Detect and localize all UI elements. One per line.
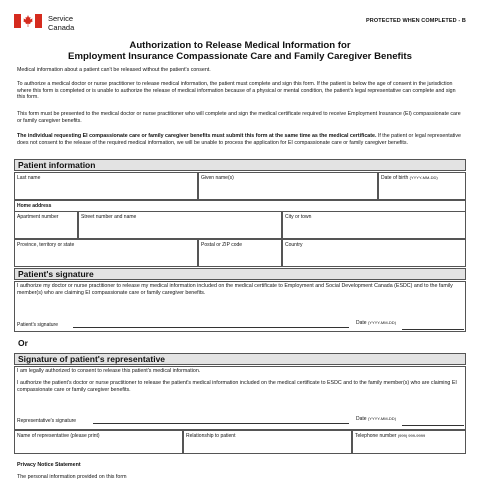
patient-date-text: Date (356, 320, 367, 326)
representative-date-label (356, 416, 396, 422)
patient-signature-label: Patient's signature (17, 322, 58, 328)
telephone-label: Telephone number (355, 433, 397, 439)
patient-signature-heading: Patient's signature (14, 268, 466, 280)
representative-name-field[interactable] (14, 430, 183, 454)
telephone-format: (999) 999-9999 (397, 433, 426, 438)
or-label: Or (18, 338, 28, 348)
representative-name-label: Name of representative (please print) (17, 433, 100, 439)
organization-name (48, 14, 74, 32)
representative-text-1: I am legally authorized to consent to release this patient's medical information. (17, 368, 201, 374)
representative-signature-label: Representative's signature (17, 418, 77, 424)
home-address-row (14, 200, 466, 211)
postal-label: Postal or ZIP code (201, 242, 243, 248)
representative-signature-heading: Signature of patient's representative (14, 353, 466, 365)
intro-paragraph-1: Medical information about a patient can't be released without the patient's consent. (17, 67, 211, 73)
city-field[interactable] (282, 211, 466, 239)
home-address-label: Home address (17, 203, 52, 209)
province-field[interactable] (14, 239, 198, 267)
representative-signature-line[interactable] (93, 423, 349, 424)
relationship-field[interactable] (183, 430, 352, 454)
apartment-number-field[interactable] (14, 211, 78, 239)
canada-flag-icon (14, 14, 42, 28)
dob-format: (YYYY-MM-DD) (409, 175, 438, 180)
intro-paragraph-4 (17, 133, 465, 146)
province-label: Province, territory or state (17, 242, 75, 248)
intro-paragraph-4-bold: The individual requesting EI compassionate care or family caregiver benefits must submit this form at the same time as the medical certificate. (17, 133, 377, 139)
representative-date-format: (YYYY-MM-DD) (367, 416, 397, 421)
street-label: Street number and name (81, 214, 137, 220)
form-title (0, 40, 480, 62)
org-line-1: Service (48, 14, 74, 23)
postal-code-field[interactable] (198, 239, 282, 267)
representative-date-line[interactable] (402, 425, 464, 426)
patient-information-heading: Patient information (14, 159, 466, 171)
title-line-2: Employment Insurance Compassionate Care and Family Caregiver Benefits (68, 51, 412, 62)
date-of-birth-field[interactable] (378, 172, 466, 200)
country-label: Country (285, 242, 303, 248)
intro-paragraph-2: To authorize a medical doctor or nurse practitioner to release medical information, the patient must complete and sign this form. If the patient is below the age of consent in the jurisdiction where this form is completed or is unable to authorize the release of medical information because of a physical or mental condition, the patient's legal representative can complete and sign this form. (17, 81, 456, 101)
city-label: City or town (285, 214, 312, 220)
representative-text-2: I authorize the patient's doctor or nurse practitioner to release the patient's medical information included on the medical certificate to ESDC and to the family member(s) who are claiming EI compassionate care or family caregiver benefits. (17, 380, 457, 393)
patient-date-label (356, 320, 396, 326)
maple-leaf-icon (23, 15, 33, 27)
intro-paragraph-4-rest: If the patient or legal representative does not consent to the release of the required medical information, we will be unable to process the application for EI compassionate care or family caregiver benefits. (17, 133, 461, 146)
privacy-text: The personal information provided on this form (17, 474, 127, 480)
patient-signature-text: I authorize my doctor or nurse practitioner to release my medical information included on the medical certificate to Employment and Social Development Canada (ESDC) and to the family member(s) who are claiming EI compassionate care or family caregiver benefits. (17, 283, 453, 296)
patient-date-line[interactable] (402, 329, 464, 330)
relationship-label: Relationship to patient (186, 433, 236, 439)
street-field[interactable] (78, 211, 282, 239)
intro-paragraph-3: This form must be presented to the medical doctor or nurse practitioner who will complete and sign the medical certificate required to receive Employment Insurance (EI) compassionate care or family caregiver benefits. (17, 111, 461, 124)
last-name-label: Last name (17, 175, 41, 181)
org-line-2: Canada (48, 23, 75, 32)
telephone-field[interactable] (352, 430, 466, 454)
title-line-1: Authorization to Release Medical Information for (129, 40, 351, 51)
last-name-field[interactable] (14, 172, 198, 200)
given-names-field[interactable] (198, 172, 378, 200)
apartment-label: Apartment number (17, 214, 59, 220)
country-field[interactable] (282, 239, 466, 267)
privacy-heading: Privacy Notice Statement (17, 462, 81, 468)
representative-signature-box (14, 366, 466, 430)
patient-signature-line[interactable] (73, 327, 349, 328)
patient-date-format: (YYYY-MM-DD) (367, 320, 397, 325)
dob-label: Date of birth (381, 175, 409, 181)
protected-label: PROTECTED WHEN COMPLETED - B (366, 18, 466, 24)
representative-date-text: Date (356, 416, 367, 422)
given-names-label: Given name(s) (201, 175, 234, 181)
